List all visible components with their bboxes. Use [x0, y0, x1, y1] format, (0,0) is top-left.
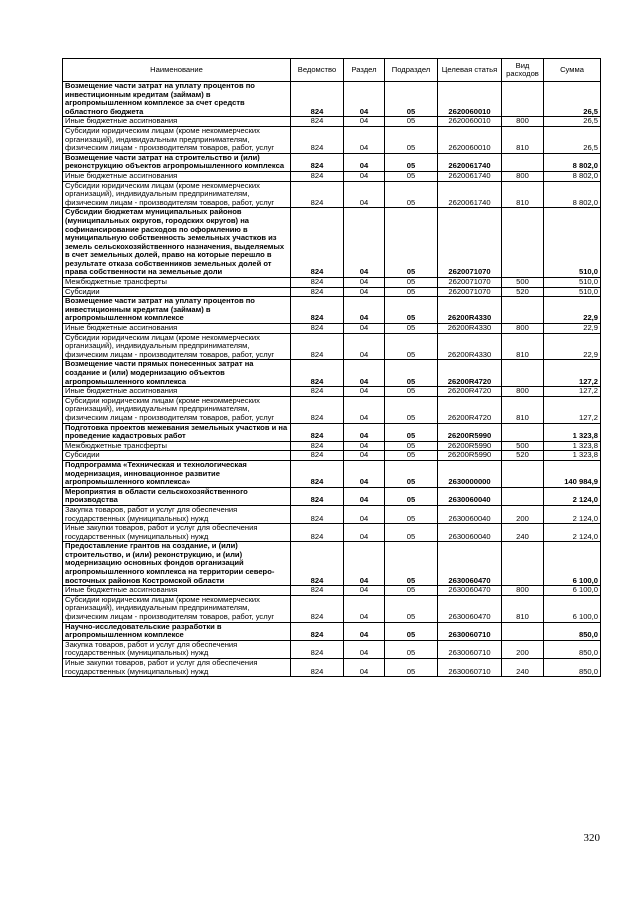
cell-target-article: 26200R4330 [438, 297, 502, 324]
cell-target-article: 2620061740 [438, 181, 502, 208]
cell-target-article: 2620071070 [438, 287, 502, 297]
cell-target-article: 2630000000 [438, 460, 502, 487]
budget-table-container [62, 58, 600, 677]
cell-subsection: 05 [385, 542, 438, 586]
cell-section: 04 [344, 659, 385, 677]
cell-expense-type: 200 [502, 505, 544, 523]
cell-section: 04 [344, 117, 385, 127]
cell-section: 04 [344, 586, 385, 596]
cell-name: Иные закупки товаров, работ и услуг для обеспечения государственных (муниципальных) нужд [63, 659, 291, 677]
table-row [63, 524, 601, 542]
cell-subsection: 05 [385, 622, 438, 640]
cell-subsection: 05 [385, 181, 438, 208]
cell-expense-type: 810 [502, 595, 544, 622]
table-row [63, 153, 601, 171]
cell-section: 04 [344, 181, 385, 208]
cell-name: Субсидии юридическим лицам (кроме некоммерческих организаций), индивидуальным предпринимателям, физическим лицам - производителям товаров, работ, услуг [63, 126, 291, 153]
cell-subsection: 05 [385, 153, 438, 171]
cell-name: Подготовка проектов межевания земельных участков и на проведение кадастровых работ [63, 423, 291, 441]
cell-section: 04 [344, 208, 385, 278]
cell-expense-type: 800 [502, 171, 544, 181]
cell-target-article: 2620061740 [438, 153, 502, 171]
cell-name: Иные бюджетные ассигнования [63, 171, 291, 181]
cell-subsection: 05 [385, 595, 438, 622]
cell-subsection: 05 [385, 278, 438, 288]
cell-sum: 6 100,0 [544, 586, 601, 596]
table-row [63, 423, 601, 441]
cell-sum: 22,9 [544, 333, 601, 360]
cell-subsection: 05 [385, 360, 438, 387]
cell-section: 04 [344, 542, 385, 586]
cell-section: 04 [344, 360, 385, 387]
cell-sum: 140 984,9 [544, 460, 601, 487]
cell-expense-type: 240 [502, 659, 544, 677]
cell-subsection: 05 [385, 82, 438, 117]
cell-section: 04 [344, 640, 385, 658]
cell-sum: 2 124,0 [544, 505, 601, 523]
cell-target-article: 2620071070 [438, 208, 502, 278]
cell-department: 824 [291, 524, 344, 542]
cell-section: 04 [344, 460, 385, 487]
cell-subsection: 05 [385, 208, 438, 278]
cell-expense-type [502, 297, 544, 324]
cell-sum: 510,0 [544, 208, 601, 278]
cell-sum: 850,0 [544, 640, 601, 658]
cell-target-article: 2630060470 [438, 586, 502, 596]
cell-department: 824 [291, 659, 344, 677]
cell-target-article: 2620061740 [438, 171, 502, 181]
cell-department: 824 [291, 451, 344, 461]
cell-subsection: 05 [385, 126, 438, 153]
cell-subsection: 05 [385, 171, 438, 181]
header-sum: Сумма [544, 59, 601, 82]
cell-department: 824 [291, 441, 344, 451]
cell-sum: 1 323,8 [544, 441, 601, 451]
table-row [63, 487, 601, 505]
cell-expense-type: 800 [502, 117, 544, 127]
cell-section: 04 [344, 297, 385, 324]
cell-name: Возмещение части прямых понесенных затрат на создание и (или) модернизацию объектов агропромышленного комплекса [63, 360, 291, 387]
cell-subsection: 05 [385, 451, 438, 461]
cell-name: Иные бюджетные ассигнования [63, 324, 291, 334]
table-row [63, 622, 601, 640]
cell-sum: 850,0 [544, 659, 601, 677]
cell-sum: 26,5 [544, 82, 601, 117]
cell-name: Субсидии [63, 287, 291, 297]
cell-expense-type [502, 487, 544, 505]
cell-section: 04 [344, 396, 385, 423]
cell-expense-type: 520 [502, 451, 544, 461]
table-row [63, 297, 601, 324]
cell-name: Субсидии юридическим лицам (кроме некоммерческих организаций), индивидуальным предпринимателям, физическим лицам - производителям товаров, работ, услуг [63, 396, 291, 423]
cell-sum: 8 802,0 [544, 171, 601, 181]
cell-target-article: 2620060010 [438, 117, 502, 127]
table-row [63, 460, 601, 487]
cell-expense-type: 800 [502, 387, 544, 397]
header-name: Наименование [63, 59, 291, 82]
cell-sum: 26,5 [544, 117, 601, 127]
table-row [63, 396, 601, 423]
cell-sum: 2 124,0 [544, 487, 601, 505]
cell-subsection: 05 [385, 487, 438, 505]
cell-expense-type: 500 [502, 278, 544, 288]
cell-target-article: 2620060010 [438, 82, 502, 117]
cell-sum: 850,0 [544, 622, 601, 640]
table-row [63, 659, 601, 677]
cell-section: 04 [344, 324, 385, 334]
table-row [63, 595, 601, 622]
cell-department: 824 [291, 287, 344, 297]
cell-target-article: 26200R4720 [438, 396, 502, 423]
cell-expense-type: 810 [502, 333, 544, 360]
cell-department: 824 [291, 171, 344, 181]
cell-expense-type: 200 [502, 640, 544, 658]
cell-name: Субсидии бюджетам муниципальных районов (муниципальных округов, городских округов) на софинансирование расходов по оформлению в муниципальную собственность земельных участков из земель сельскохозяйственного назначения, выделяемых в счет земельных долей, право на которые перешло в результате отказа собственников земельных долей от права собственности на земельные доли [63, 208, 291, 278]
cell-target-article: 2630060710 [438, 659, 502, 677]
cell-sum: 127,2 [544, 360, 601, 387]
cell-subsection: 05 [385, 441, 438, 451]
table-row [63, 505, 601, 523]
cell-department: 824 [291, 640, 344, 658]
cell-section: 04 [344, 487, 385, 505]
table-row [63, 360, 601, 387]
cell-subsection: 05 [385, 333, 438, 360]
cell-name: Научно-исследовательские разработки в агропромышленном комплексе [63, 622, 291, 640]
cell-expense-type: 810 [502, 396, 544, 423]
cell-department: 824 [291, 396, 344, 423]
table-row [63, 208, 601, 278]
table-row [63, 333, 601, 360]
cell-name: Иные бюджетные ассигнования [63, 387, 291, 397]
cell-section: 04 [344, 622, 385, 640]
cell-expense-type: 520 [502, 287, 544, 297]
table-row [63, 82, 601, 117]
cell-expense-type [502, 622, 544, 640]
cell-expense-type [502, 360, 544, 387]
cell-name: Межбюджетные трансферты [63, 278, 291, 288]
cell-department: 824 [291, 333, 344, 360]
cell-subsection: 05 [385, 287, 438, 297]
cell-name: Подпрограмма «Техническая и технологическая модернизация, инновационное развитие агропромышленного комплекса» [63, 460, 291, 487]
cell-target-article: 26200R4330 [438, 324, 502, 334]
header-target-article: Целевая статья [438, 59, 502, 82]
cell-department: 824 [291, 387, 344, 397]
header-section: Раздел [344, 59, 385, 82]
cell-name: Межбюджетные трансферты [63, 441, 291, 451]
cell-subsection: 05 [385, 324, 438, 334]
cell-name: Субсидии юридическим лицам (кроме некоммерческих организаций), индивидуальным предпринимателям, физическим лицам - производителям товаров, работ, услуг [63, 181, 291, 208]
table-row [63, 586, 601, 596]
table-row [63, 181, 601, 208]
cell-target-article: 2630060470 [438, 542, 502, 586]
cell-target-article: 2630060040 [438, 505, 502, 523]
table-row [63, 451, 601, 461]
table-row [63, 171, 601, 181]
cell-expense-type [502, 542, 544, 586]
cell-expense-type [502, 153, 544, 171]
cell-name: Закупка товаров, работ и услуг для обеспечения государственных (муниципальных) нужд [63, 640, 291, 658]
cell-section: 04 [344, 387, 385, 397]
cell-department: 824 [291, 297, 344, 324]
cell-department: 824 [291, 82, 344, 117]
cell-target-article: 2630060710 [438, 622, 502, 640]
cell-department: 824 [291, 208, 344, 278]
cell-section: 04 [344, 171, 385, 181]
cell-section: 04 [344, 505, 385, 523]
table-row [63, 117, 601, 127]
cell-target-article: 26200R5990 [438, 451, 502, 461]
cell-subsection: 05 [385, 297, 438, 324]
cell-department: 824 [291, 278, 344, 288]
cell-department: 824 [291, 487, 344, 505]
cell-target-article: 26200R5990 [438, 441, 502, 451]
cell-name: Субсидии [63, 451, 291, 461]
cell-name: Субсидии юридическим лицам (кроме некоммерческих организаций), индивидуальным предпринимателям, физическим лицам - производителям товаров, работ, услуг [63, 333, 291, 360]
cell-sum: 26,5 [544, 126, 601, 153]
cell-section: 04 [344, 595, 385, 622]
cell-section: 04 [344, 524, 385, 542]
cell-name: Субсидии юридическим лицам (кроме некоммерческих организаций), индивидуальным предпринимателям, физическим лицам - производителям товаров, работ, услуг [63, 595, 291, 622]
cell-expense-type: 500 [502, 441, 544, 451]
cell-subsection: 05 [385, 586, 438, 596]
cell-section: 04 [344, 441, 385, 451]
cell-subsection: 05 [385, 460, 438, 487]
cell-section: 04 [344, 278, 385, 288]
cell-expense-type [502, 423, 544, 441]
table-row [63, 287, 601, 297]
cell-sum: 22,9 [544, 297, 601, 324]
cell-target-article: 2630060040 [438, 524, 502, 542]
cell-sum: 8 802,0 [544, 153, 601, 171]
cell-target-article: 2630060470 [438, 595, 502, 622]
cell-department: 824 [291, 505, 344, 523]
cell-target-article: 26200R4330 [438, 333, 502, 360]
cell-name: Предоставление грантов на создание, и (или) строительство, и (или) реконструкцию, и (или) модернизацию основных фондов организаций агропромышленного комплекса на территории северо-восточных районов Костромской области [63, 542, 291, 586]
cell-target-article: 2620060010 [438, 126, 502, 153]
budget-table [62, 58, 601, 677]
cell-department: 824 [291, 460, 344, 487]
cell-target-article: 2630060040 [438, 487, 502, 505]
cell-section: 04 [344, 82, 385, 117]
cell-department: 824 [291, 181, 344, 208]
cell-subsection: 05 [385, 640, 438, 658]
table-row [63, 324, 601, 334]
cell-expense-type [502, 460, 544, 487]
cell-department: 824 [291, 423, 344, 441]
cell-target-article: 26200R4720 [438, 360, 502, 387]
table-row [63, 387, 601, 397]
table-body [63, 82, 601, 677]
cell-subsection: 05 [385, 396, 438, 423]
cell-name: Иные бюджетные ассигнования [63, 117, 291, 127]
cell-department: 824 [291, 126, 344, 153]
cell-department: 824 [291, 586, 344, 596]
cell-subsection: 05 [385, 387, 438, 397]
cell-subsection: 05 [385, 505, 438, 523]
header-expense-type: Вид расходов [502, 59, 544, 82]
cell-section: 04 [344, 423, 385, 441]
cell-name: Возмещение части затрат на строительство и (или) реконструкцию объектов агропромышленного комплекса [63, 153, 291, 171]
cell-subsection: 05 [385, 117, 438, 127]
cell-expense-type: 240 [502, 524, 544, 542]
cell-department: 824 [291, 153, 344, 171]
cell-department: 824 [291, 117, 344, 127]
cell-sum: 6 100,0 [544, 595, 601, 622]
cell-subsection: 05 [385, 524, 438, 542]
table-header-row [63, 59, 601, 82]
cell-expense-type: 800 [502, 324, 544, 334]
cell-department: 824 [291, 542, 344, 586]
cell-name: Мероприятия в области сельскохозяйственного производства [63, 487, 291, 505]
cell-subsection: 05 [385, 423, 438, 441]
table-row [63, 278, 601, 288]
cell-expense-type: 800 [502, 586, 544, 596]
cell-sum: 1 323,8 [544, 423, 601, 441]
cell-sum: 2 124,0 [544, 524, 601, 542]
cell-target-article: 26200R5990 [438, 423, 502, 441]
cell-sum: 22,9 [544, 324, 601, 334]
cell-sum: 8 802,0 [544, 181, 601, 208]
table-row [63, 640, 601, 658]
cell-subsection: 05 [385, 659, 438, 677]
cell-section: 04 [344, 153, 385, 171]
table-row [63, 126, 601, 153]
cell-name: Возмещение части затрат на уплату процентов по инвестиционным кредитам (займам) в агропромышленном комплексе [63, 297, 291, 324]
header-subsection: Подраздел [385, 59, 438, 82]
cell-name: Возмещение части затрат на уплату процентов по инвестиционным кредитам (займам) в агропромышленном комплексе за счет средств областного бюджета [63, 82, 291, 117]
cell-section: 04 [344, 126, 385, 153]
cell-section: 04 [344, 333, 385, 360]
cell-expense-type [502, 208, 544, 278]
cell-sum: 127,2 [544, 387, 601, 397]
cell-expense-type: 810 [502, 181, 544, 208]
cell-name: Закупка товаров, работ и услуг для обеспечения государственных (муниципальных) нужд [63, 505, 291, 523]
cell-sum: 1 323,8 [544, 451, 601, 461]
table-row [63, 542, 601, 586]
cell-sum: 6 100,0 [544, 542, 601, 586]
cell-sum: 510,0 [544, 278, 601, 288]
cell-section: 04 [344, 287, 385, 297]
cell-target-article: 26200R4720 [438, 387, 502, 397]
cell-sum: 510,0 [544, 287, 601, 297]
cell-department: 824 [291, 622, 344, 640]
cell-target-article: 2630060710 [438, 640, 502, 658]
cell-department: 824 [291, 595, 344, 622]
cell-name: Иные бюджетные ассигнования [63, 586, 291, 596]
cell-department: 824 [291, 324, 344, 334]
page-number: 320 [583, 832, 600, 844]
cell-name: Иные закупки товаров, работ и услуг для обеспечения государственных (муниципальных) нужд [63, 524, 291, 542]
header-department: Ведомство [291, 59, 344, 82]
cell-expense-type [502, 82, 544, 117]
cell-department: 824 [291, 360, 344, 387]
table-row [63, 441, 601, 451]
cell-target-article: 2620071070 [438, 278, 502, 288]
cell-expense-type: 810 [502, 126, 544, 153]
cell-sum: 127,2 [544, 396, 601, 423]
cell-section: 04 [344, 451, 385, 461]
